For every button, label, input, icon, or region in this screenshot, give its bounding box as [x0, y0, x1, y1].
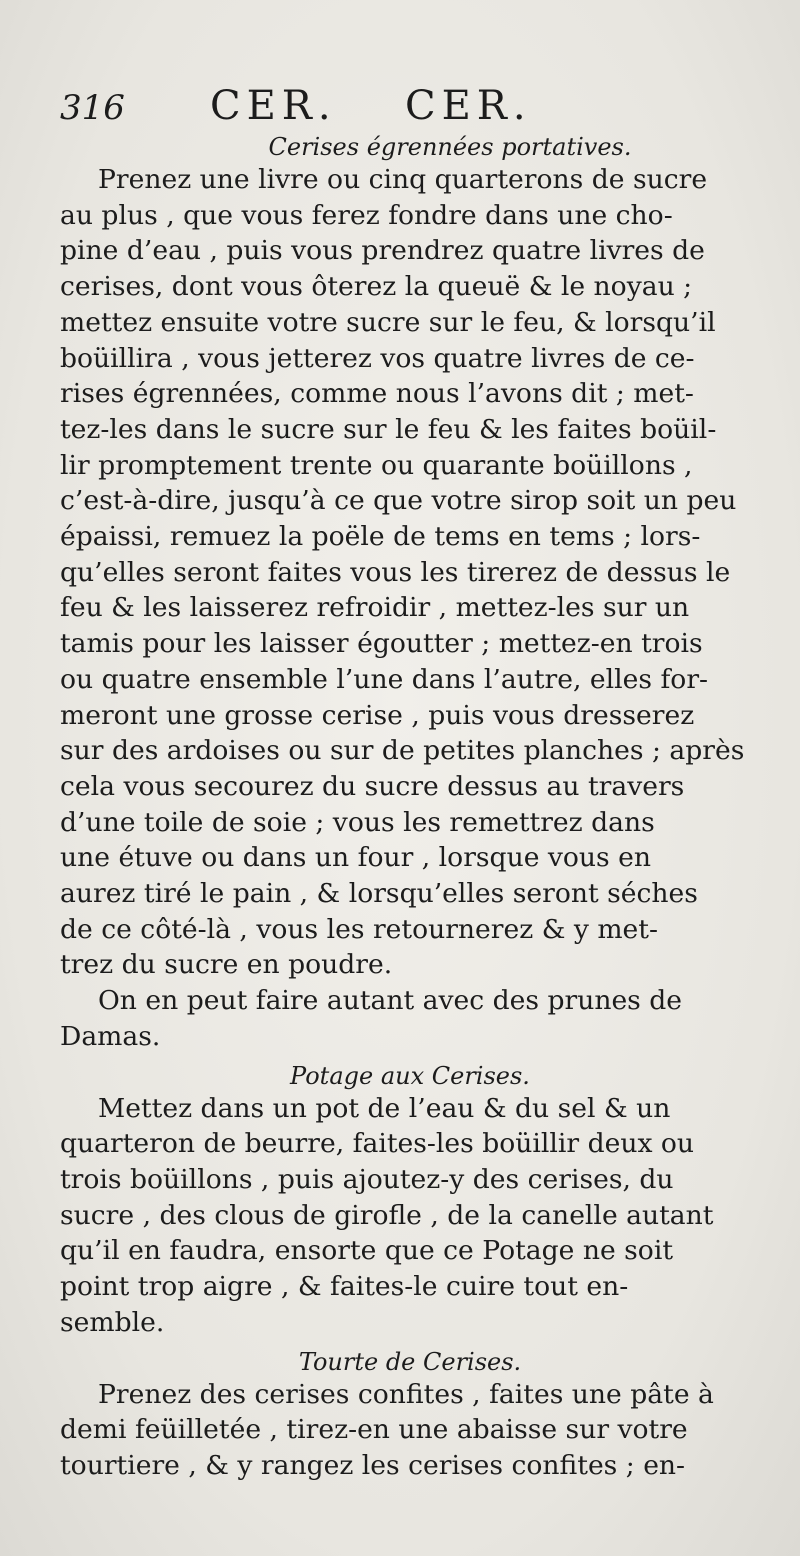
- running-head: [60, 82, 760, 132]
- paragraph: [60, 162, 760, 983]
- text-line: tez-les dans le sucre sur le feu & les faites boüil-: [60, 413, 717, 445]
- section-cerises-egrennees: [60, 132, 760, 1055]
- text-line: Prenez une livre ou cinq quarterons de sucre: [98, 164, 708, 195]
- text-line: tamis pour les laisser égoutter ; mettez-en trois: [60, 628, 703, 660]
- text-line: meront une grosse cerise , puis vous dresserez: [60, 699, 695, 731]
- text-line: pine d’eau , puis vous prendrez quatre livres de: [60, 235, 705, 267]
- text-line: au plus , que vous ferez fondre dans une cho-: [60, 199, 673, 231]
- text-line: trez du sucre en poudre.: [60, 949, 393, 981]
- text-line: qu’elles seront faites vous les tirerez de dessus le: [60, 556, 731, 588]
- text-line: Prenez des cerises confites , faites une pâte à: [98, 1378, 714, 1410]
- paragraph: [60, 1377, 760, 1484]
- text-line: cela vous secourez du sucre dessus au travers: [60, 770, 685, 802]
- text-line: cerises, dont vous ôterez la queuë & le noyau ;: [60, 271, 693, 303]
- text-line: sucre , des clous de girofle , de la canelle autant: [60, 1199, 714, 1231]
- text-line: sur des ardoises ou sur de petites planches ; après: [60, 735, 745, 767]
- section-tourte-de-cerises: [60, 1341, 760, 1484]
- text-line: boüillira , vous jetterez vos quatre livres de ce-: [60, 342, 695, 374]
- text-line: tourtiere , & y rangez les cerises confites ; en-: [60, 1449, 686, 1481]
- text-line: quarteron de beurre, faites-les boüillir deux ou: [60, 1128, 695, 1160]
- text-line: semble.: [60, 1306, 165, 1338]
- section-title: Potage aux Cerises.: [290, 1061, 530, 1090]
- text-line: mettez ensuite votre sucre sur le feu, & lorsqu’il: [60, 306, 716, 338]
- section-title: Tourte de Cerises.: [298, 1347, 522, 1376]
- text-line: rises égrennées, comme nous l’avons dit ; met-: [60, 378, 694, 410]
- text-line: de ce côté-là , vous les retournerez & y met-: [60, 913, 658, 945]
- text-line: d’une toile de soie ; vous les remettrez dans: [60, 806, 655, 838]
- text-line: point trop aigre , & faites-le cuire tout en-: [60, 1271, 629, 1303]
- section-potage-aux-cerises: [60, 1055, 760, 1341]
- text-line: demi feüilletée , tirez-en une abaisse sur votre: [60, 1414, 688, 1446]
- text-line: ou quatre ensemble l’une dans l’autre, elles for-: [60, 663, 709, 695]
- text-line: feu & les laisserez refroidir , mettez-les sur un: [60, 592, 690, 624]
- text-line: qu’il en faudra, ensorte que ce Potage ne soit: [60, 1235, 674, 1267]
- text-line: Mettez dans un pot de l’eau & du sel & un: [98, 1092, 671, 1124]
- text-line: Damas.: [60, 1020, 161, 1052]
- text-line: c’est-à-dire, jusqu’à ce que votre sirop soit un peu: [60, 485, 737, 517]
- text-line: une étuve ou dans un four , lorsque vous en: [60, 842, 652, 874]
- page-number: 316: [60, 88, 125, 128]
- text-line: aurez tiré le pain , & lorsqu’elles seront séches: [60, 878, 698, 910]
- running-head-right: CER.: [405, 83, 532, 129]
- section-title: Cerises égrennées portatives.: [268, 133, 632, 161]
- paragraph: [60, 983, 760, 1054]
- paragraph: [60, 1091, 760, 1341]
- text-line: On en peut faire autant avec des prunes de: [98, 985, 683, 1017]
- text-line: lir promptement trente ou quarante boüillons ,: [60, 449, 693, 481]
- text-line: trois boüillons , puis ajoutez-y des cerises, du: [60, 1163, 674, 1195]
- text-line: épaissi, remuez la poële de tems en tems ; lors-: [60, 521, 701, 553]
- running-head-left: CER.: [210, 83, 337, 129]
